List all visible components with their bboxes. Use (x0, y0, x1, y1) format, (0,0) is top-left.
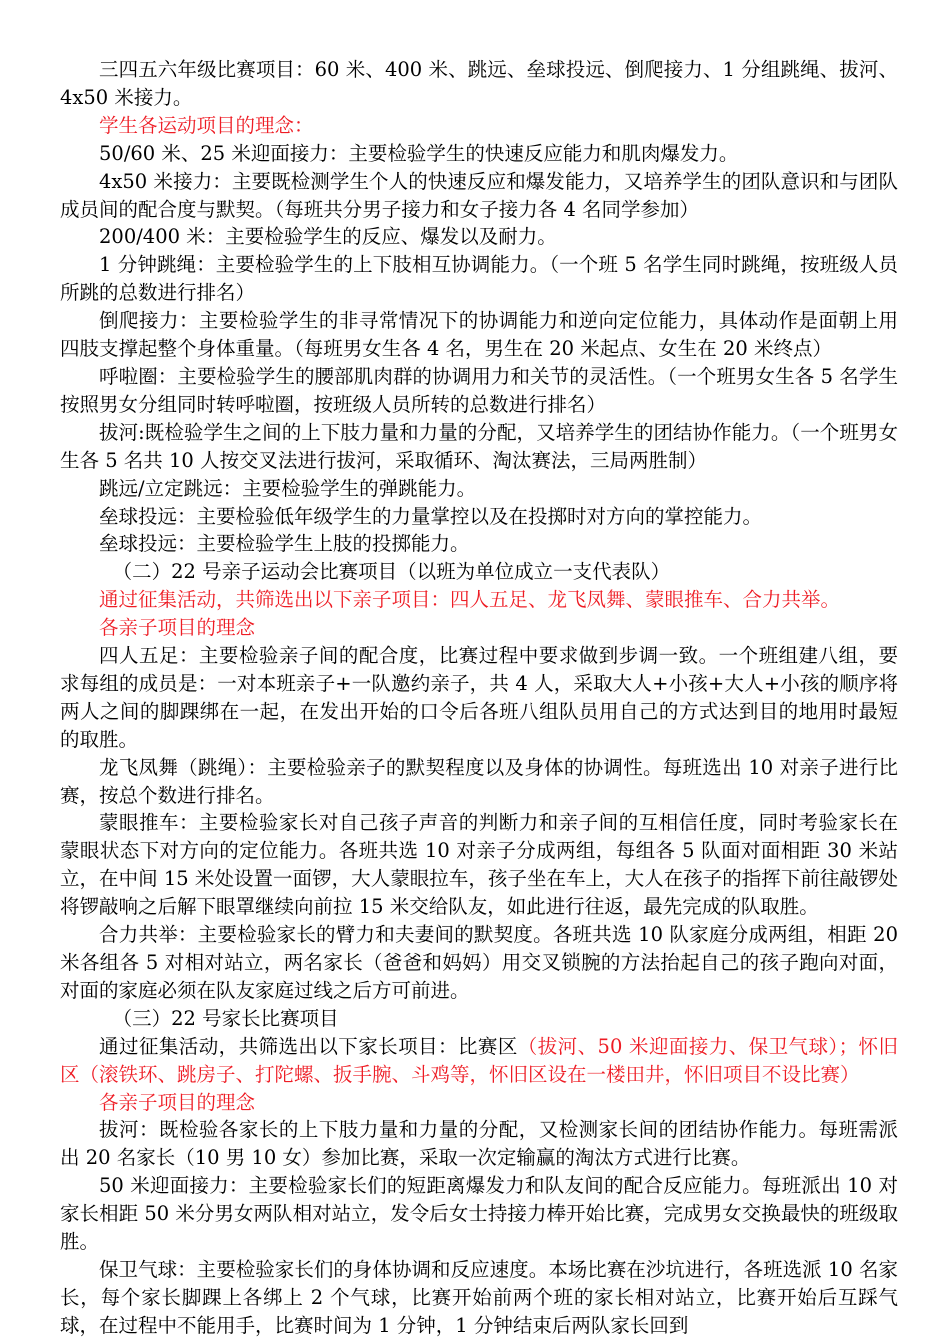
paragraph: 拔河:既检验学生之间的上下肢力量和力量的分配，又培养学生的团结协作能力。（一个班男女生各 5 名共 10 人按交叉法进行拔河，采取循环、淘汰赛法，三局两胜制） (60, 420, 898, 472)
section-heading: 各亲子项目的理念 (99, 1090, 256, 1114)
paragraph: 4x50 米接力：主要既检测学生个人的快速反应和爆发能力，又培养学生的团队意识和与团队成员间的配合度与默契。（每班共分男子接力和女子接力各 4 名同学参加） (60, 169, 898, 221)
section-title: （三）22 号家长比赛项目 (112, 1006, 339, 1030)
paragraph: 保卫气球：主要检验家长们的身体协调和反应速度。本场比赛在沙坑进行，各班选派 10 名家长，每个家长脚踝上各绑上 2 个气球，比赛开始前两个班的家长相对站立，比赛开始后互踩气球，在过程中不能用手，比赛时间为 1 分钟，1 分钟结束后两队家长回到 (60, 1257, 898, 1337)
section-heading: 各亲子项目的理念 (99, 616, 256, 640)
paragraph: 1 分钟跳绳：主要检验学生的上下肢相互协调能力。（一个班 5 名学生同时跳绳，按班级人员所跳的总数进行排名） (60, 253, 898, 305)
paragraph: 三四五六年级比赛项目：60 米、400 米、跳远、垒球投远、倒爬接力、1 分组跳绳、拔河、4x50 米接力。 (60, 58, 898, 109)
paragraph: 50/60 米、25 米迎面接力：主要检验学生的快速反应能力和肌肉爆发力。 (99, 141, 739, 165)
paragraph: 龙飞凤舞（跳绳）：主要检验亲子的默契程度以及身体的协调性。每班选出 10 对亲子进行比赛，按总个数进行排名。 (60, 755, 898, 807)
paragraph-mixed (60, 1033, 898, 1089)
paragraph: 呼啦圈：主要检验学生的腰部肌肉群的协调用力和关节的灵活性。（一个班男女生各 5 名学生按照男女分组同时转呼啦圈，按班级人员所转的总数进行排名） (60, 364, 898, 416)
section-title: （二）22 号亲子运动会比赛项目（以班为单位成立一支代表队） (112, 560, 671, 584)
mixed-black-text: 通过征集活动，共筛选出以下家长项目：比赛区 (99, 1034, 518, 1058)
section-heading: 通过征集活动，共筛选出以下亲子项目：四人五足、龙飞凤舞、蒙眼推车、合力共举。 (99, 588, 841, 612)
paragraph: 四人五足：主要检验亲子间的配合度，比赛过程中要求做到步调一致。一个班组建八组，要求每组的成员是：一对本班亲子+一队邀约亲子，共 4 人，采取大人+小孩+大人+小孩的顺序将两人之间的脚踝绑在一起，在发出开始的口令后各班八组队员用自己的方式达到目的地用时最短的取胜。 (60, 644, 898, 751)
paragraph: 垒球投远：主要检验学生上肢的投掷能力。 (99, 532, 470, 556)
mixed-red-text: （拔河、50 米迎面接力、保卫气球）；怀旧区（滚铁环、跳房子、打陀螺、扳手腕、斗鸡等，怀旧区设在一楼田井，怀旧项目不设比赛） (60, 1034, 898, 1086)
paragraph: 跳远/立定跳远：主要检验学生的弹跳能力。 (99, 476, 477, 500)
paragraph: 200/400 米：主要检验学生的反应、爆发以及耐力。 (99, 225, 557, 249)
paragraph: 倒爬接力：主要检验学生的非寻常情况下的协调能力和逆向定位能力，具体动作是面朝上用四肢支撑起整个身体重量。（每班男女生各 4 名，男生在 20 米起点、女生在 20 米终点） (60, 309, 898, 361)
document-page (60, 56, 898, 1340)
paragraph: 拔河：既检验各家长的上下肢力量和力量的分配，又检测家长间的团结协作能力。每班需派出 20 名家长（10 男 10 女）参加比赛，采取一次定输赢的淘汰方式进行比赛。 (60, 1118, 898, 1170)
paragraph: 50 米迎面接力：主要检验家长们的短距离爆发力和队友间的配合反应能力。每班派出 10 对家长相距 50 米分男女两队相对站立，发令后女士持接力棒开始比赛，完成男女交换最快的班级取胜。 (60, 1174, 898, 1254)
paragraph: 垒球投远：主要检验低年级学生的力量掌控以及在投掷时对方向的掌控能力。 (99, 504, 763, 528)
section-heading: 学生各运动项目的理念： (99, 113, 314, 137)
paragraph: 合力共举：主要检验家长的臂力和夫妻间的默契度。各班共选 10 队家庭分成两组，相距 20 米各组各 5 对相对站立，两名家长（爸爸和妈妈）用交叉锁腕的方法抬起自己的孩子跑向对面，对面的家庭必须在队友家庭过线之后方可前进。 (60, 923, 898, 1002)
paragraph: 蒙眼推车：主要检验家长对自己孩子声音的判断力和亲子间的互相信任度，同时考验家长在蒙眼状态下对方向的定位能力。各班共选 10 对亲子分成两组，每组各 5 队面对面相距 30 米站立，在中间 15 米处设置一面锣，大人蒙眼拉车，孩子坐在车上，大人在孩子的指挥下前往敲锣处将锣敲响之后解下眼罩继续向前拉 15 米交给队友，如此进行往返，最先完成的队取胜。 (60, 811, 898, 919)
